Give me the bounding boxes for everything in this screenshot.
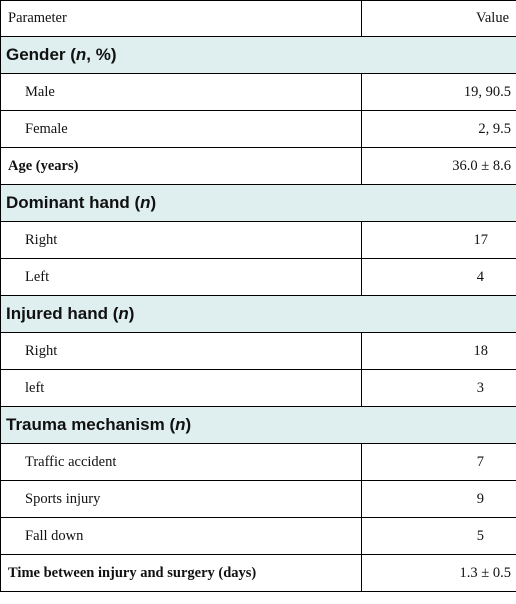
row-label-dominant-left: Left bbox=[1, 259, 362, 296]
table-row bbox=[1, 481, 516, 518]
row-value-age: 36.0 ± 8.6 bbox=[362, 148, 516, 185]
section-injured-hand bbox=[1, 296, 516, 333]
row-label-injured-left: left bbox=[1, 370, 362, 407]
row-label-traffic-accident: Traffic accident bbox=[1, 444, 362, 481]
section-gender bbox=[1, 37, 516, 74]
row-value-time-to-surgery: 1.3 ± 0.5 bbox=[362, 555, 516, 592]
header-parameter: Parameter bbox=[1, 1, 362, 37]
row-label-sports-injury: Sports injury bbox=[1, 481, 362, 518]
row-value-dominant-right: 17 bbox=[362, 222, 516, 259]
table-row bbox=[1, 74, 516, 111]
row-value-injured-left: 3 bbox=[362, 370, 516, 407]
row-value-male: 19, 90.5 bbox=[362, 74, 516, 111]
section-trauma-mechanism bbox=[1, 407, 516, 444]
header-value: Value bbox=[362, 1, 516, 37]
section-title-gender: Gender (n, %) bbox=[1, 37, 516, 74]
row-label-time-to-surgery: Time between injury and surgery (days) bbox=[1, 555, 362, 592]
section-title-dominant-hand: Dominant hand (n) bbox=[1, 185, 516, 222]
section-title-trauma-mechanism: Trauma mechanism (n) bbox=[1, 407, 516, 444]
table-row bbox=[1, 370, 516, 407]
table-row bbox=[1, 555, 516, 592]
row-value-traffic-accident: 7 bbox=[362, 444, 516, 481]
row-value-injured-right: 18 bbox=[362, 333, 516, 370]
table-header-row bbox=[1, 1, 516, 37]
row-value-female: 2, 9.5 bbox=[362, 111, 516, 148]
row-label-male: Male bbox=[1, 74, 362, 111]
row-value-sports-injury: 9 bbox=[362, 481, 516, 518]
table-row bbox=[1, 518, 516, 555]
section-dominant-hand bbox=[1, 185, 516, 222]
row-label-injured-right: Right bbox=[1, 333, 362, 370]
table-row bbox=[1, 222, 516, 259]
section-title-injured-hand: Injured hand (n) bbox=[1, 296, 516, 333]
table-row bbox=[1, 111, 516, 148]
row-value-fall-down: 5 bbox=[362, 518, 516, 555]
row-label-fall-down: Fall down bbox=[1, 518, 362, 555]
row-label-female: Female bbox=[1, 111, 362, 148]
table-row bbox=[1, 259, 516, 296]
table-row bbox=[1, 333, 516, 370]
row-label-dominant-right: Right bbox=[1, 222, 362, 259]
row-value-dominant-left: 4 bbox=[362, 259, 516, 296]
table-row bbox=[1, 148, 516, 185]
row-label-age: Age (years) bbox=[1, 148, 362, 185]
table-row bbox=[1, 444, 516, 481]
